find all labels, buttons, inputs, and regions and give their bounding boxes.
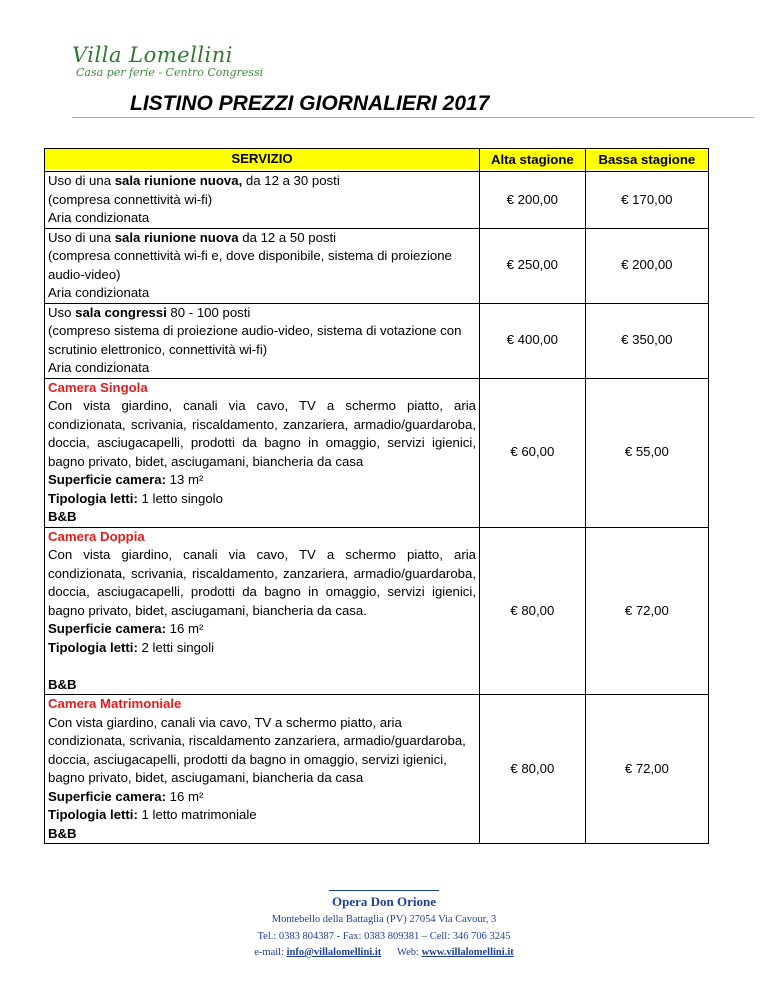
footer-org: Opera Don Orione bbox=[332, 894, 436, 909]
room-surface bbox=[48, 620, 476, 639]
service-bold: sala congressi bbox=[75, 304, 167, 320]
beds-label: Tipologia letti: bbox=[48, 807, 138, 822]
room-board: B&B bbox=[48, 676, 77, 692]
logo-tagline: Casa per ferie - Centro Congressi bbox=[76, 66, 264, 79]
table-header-row bbox=[45, 149, 709, 172]
price-high: € 200,00 bbox=[480, 172, 586, 229]
room-board: B&B bbox=[48, 509, 77, 524]
price-low: € 72,00 bbox=[585, 527, 708, 695]
spacer bbox=[48, 657, 476, 676]
service-cell bbox=[45, 303, 480, 378]
logo bbox=[72, 44, 263, 80]
header-low bbox=[585, 149, 708, 172]
header-service-label: SERVIZIO bbox=[45, 149, 479, 169]
price-high: € 250,00 bbox=[480, 228, 586, 303]
room-beds bbox=[48, 639, 476, 658]
table-row bbox=[45, 527, 709, 695]
table-row bbox=[45, 303, 709, 378]
beds-label: Tipologia letti: bbox=[48, 490, 138, 506]
price-high: € 80,00 bbox=[480, 695, 586, 844]
service-aircon: Aria condizionata bbox=[48, 285, 150, 300]
room-surface bbox=[48, 471, 476, 490]
price-high: € 60,00 bbox=[480, 378, 586, 527]
footer-address: Montebello della Battaglia (PV) 27054 Via Cavour, 3 bbox=[271, 914, 497, 925]
room-name: Camera Singola bbox=[48, 379, 148, 395]
footer-divider bbox=[329, 890, 439, 891]
beds-value: 1 letto singolo bbox=[137, 490, 223, 506]
surface-value: 16 m² bbox=[166, 788, 204, 804]
room-description: Con vista giardino, canali via cavo, TV a schermo piatto, aria condizionata, scrivania, riscaldamento, zanzariera, armadio/guardaroba, doccia, asciugacapelli, prodotti da bagno in omaggio, servizi igienici, bagno privato, bidet, asciugamani, biancheria da casa. bbox=[48, 547, 476, 618]
service-detail: (compresa connettività wi-fi e, dove disponibile, sistema di proiezione audio-video) bbox=[48, 248, 452, 282]
service-line bbox=[48, 172, 476, 191]
room-description: Con vista giardino, canali via cavo, TV a schermo piatto, aria condizionata, scrivania, riscaldamento, zanzariera, armadio/guardaroba, doccia, asciugacapelli, prodotti da bagno in omaggio, servizi igienici, bagno privato, bidet, asciugamani, biancheria da casa bbox=[48, 398, 476, 469]
service-text: Uso di una bbox=[48, 229, 115, 245]
room-name: Camera Matrimoniale bbox=[48, 696, 182, 711]
service-text: Uso bbox=[48, 304, 76, 320]
room-cell bbox=[45, 378, 480, 527]
room-beds bbox=[48, 806, 476, 825]
service-line bbox=[48, 229, 476, 248]
footer-contacts bbox=[0, 947, 768, 958]
header-high-label: Alta stagione bbox=[480, 150, 585, 170]
service-detail: (compreso sistema di proiezione audio-video, sistema di votazione con scrutinio elettronico, connettività wi-fi) bbox=[48, 323, 462, 357]
beds-value: 1 letto matrimoniale bbox=[137, 807, 257, 822]
room-beds bbox=[48, 490, 476, 509]
price-low: € 350,00 bbox=[585, 303, 708, 378]
table-row bbox=[45, 695, 709, 844]
email-label: e-mail: bbox=[254, 947, 287, 958]
service-aircon: Aria condizionata bbox=[48, 210, 150, 225]
room-cell bbox=[45, 695, 480, 844]
price-table bbox=[44, 148, 709, 844]
surface-label: Superficie camera: bbox=[48, 472, 167, 487]
service-aircon: Aria condizionata bbox=[48, 360, 150, 375]
price-high: € 400,00 bbox=[480, 303, 586, 378]
web-link[interactable]: www.villalomellini.it bbox=[421, 947, 514, 958]
room-name: Camera Doppia bbox=[48, 528, 145, 544]
price-low: € 200,00 bbox=[585, 228, 708, 303]
beds-label: Tipologia letti: bbox=[48, 639, 138, 655]
service-text: 80 - 100 posti bbox=[166, 304, 251, 320]
service-text: da 12 a 30 posti bbox=[242, 173, 340, 188]
service-text: Uso di una bbox=[48, 173, 115, 188]
page-title: LISTINO PREZZI GIORNALIERI 2017 bbox=[130, 92, 490, 115]
logo-name: Villa Lomellini bbox=[72, 43, 233, 67]
price-low: € 72,00 bbox=[585, 695, 708, 844]
email-link[interactable]: info@villalomellini.it bbox=[286, 947, 382, 958]
surface-label: Superficie camera: bbox=[48, 621, 167, 636]
surface-value: 13 m² bbox=[166, 472, 204, 487]
service-line bbox=[48, 304, 476, 323]
price-high: € 80,00 bbox=[480, 527, 586, 695]
service-detail: (compresa connettività wi-fi) bbox=[48, 191, 213, 207]
price-low: € 170,00 bbox=[585, 172, 708, 229]
beds-value: 2 letti singoli bbox=[137, 639, 215, 655]
table-row bbox=[45, 228, 709, 303]
web-label: Web: bbox=[397, 947, 422, 958]
table-row bbox=[45, 172, 709, 229]
service-bold: sala riunione nuova bbox=[114, 229, 239, 245]
footer-phones: Tel.: 0383 804387 - Fax: 0383 809381 – Cell: 346 706 3245 bbox=[257, 931, 511, 942]
room-description: Con vista giardino, canali via cavo, TV a schermo piatto, aria condizionata, scrivania, riscaldamento zanzariera, armadio/guardaroba, doccia, asciugacapelli, prodotti da bagno in omaggio, servizi igienici, bagno privato, bidet, asciugamani, biancheria da casa bbox=[48, 714, 466, 785]
service-bold: sala riunione nuova, bbox=[114, 173, 243, 188]
service-cell bbox=[45, 228, 480, 303]
room-board: B&B bbox=[48, 825, 77, 841]
price-low: € 55,00 bbox=[585, 378, 708, 527]
room-cell bbox=[45, 527, 480, 695]
header-low-label: Bassa stagione bbox=[586, 150, 708, 170]
surface-value: 16 m² bbox=[166, 621, 204, 636]
service-cell bbox=[45, 172, 480, 229]
header-high bbox=[480, 149, 586, 172]
table-row bbox=[45, 378, 709, 527]
title-divider bbox=[72, 117, 754, 118]
surface-label: Superficie camera: bbox=[48, 788, 167, 804]
header-service bbox=[45, 149, 480, 172]
service-text: da 12 a 50 posti bbox=[238, 229, 337, 245]
room-surface bbox=[48, 788, 476, 807]
